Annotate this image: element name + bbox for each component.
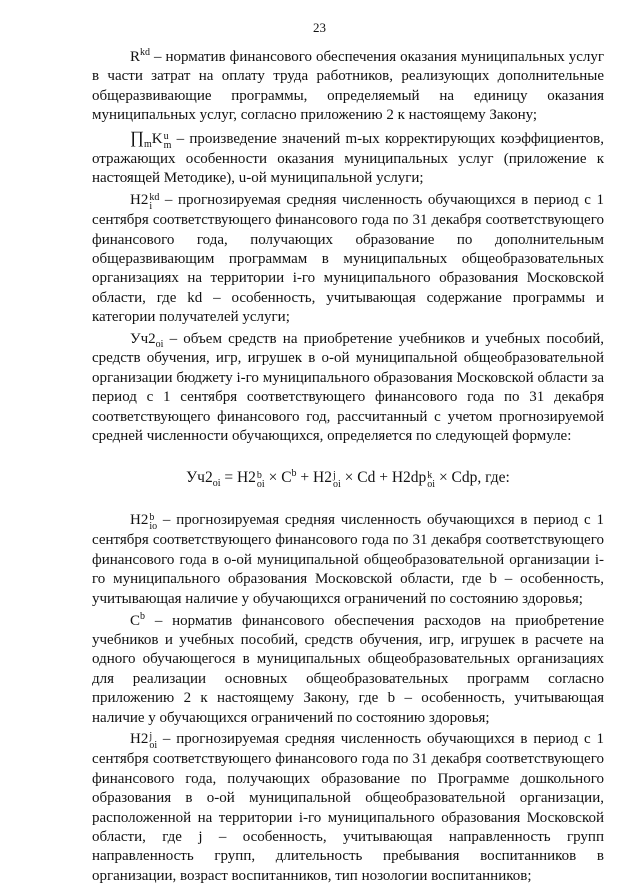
definition-text: – норматив финансового обеспечения оказания муниципальных услуг в части затрат на оплату труда работников, реализующих дополнительные общеразвивающие программы, определяемый на единицу оказания муниципальных услуг, согласно приложению 2 к настоящему Закону;	[92, 49, 604, 124]
definition-h2-kd	[92, 191, 604, 327]
symbol-stack	[149, 732, 157, 750]
symbol-product-k	[130, 128, 172, 152]
symbol-superscript: kd	[140, 47, 151, 58]
definition-h2-b	[92, 511, 604, 609]
symbol-main: K	[151, 131, 163, 148]
symbol-h2-b	[130, 512, 158, 533]
formula-term-1-rest: × C	[264, 469, 292, 487]
formula-term-2: + Н2	[296, 469, 332, 487]
definition-uch2-oi	[92, 330, 604, 446]
symbol-superscript: j	[149, 731, 153, 743]
formula-uch2	[92, 468, 604, 489]
symbol-main: R	[130, 49, 141, 65]
symbol-subscript: i	[149, 201, 153, 213]
symbol-superscript: u	[163, 131, 169, 143]
definition-c-b	[92, 612, 604, 728]
definition-text: – прогнозируемая средняя численность обучающихся в период с 1 сентября соответствующего финансового года по 31 декабря соответствующего финансового года, получающих образование по Программе дошкольного образования в о-ой муниципальной общеобразовательной организации, расположенной на территории i-го муниципального образования Московской области, где j – особенность, учитывающая направленность групп направленность групп, длительность пребывания воспитанников в организации, возраст воспитанников, тип нозологии воспитанников;	[92, 731, 604, 884]
symbol-h2-j	[130, 731, 158, 752]
symbol-superscript: b	[149, 512, 155, 524]
formula-c-superscript: b	[291, 468, 297, 480]
definition-product-k	[92, 128, 604, 189]
definition-text: – норматив финансового обеспечения расходов на приобретение учебников и учебных пособий, средств обучения, игр, игрушек в расчете на одного обучающегося в муниципальных общеобразовательных организациях для реализации основных общеобразовательных программ согласно приложению 2 к настоящему Закону, где b – особенность, учитывающая наличие у обучающихся ограничений по состоянию здоровья;	[92, 612, 604, 726]
formula-term-1-sup: b	[256, 470, 262, 482]
formula-term-1-sub: oi	[256, 479, 265, 491]
product-subscript: m	[144, 139, 152, 151]
product-symbol: ∏	[130, 128, 144, 148]
formula-term-2-rest: × Cd + Н2dp	[340, 469, 427, 487]
symbol-subscript: m	[163, 140, 172, 152]
symbol-r-kd	[130, 49, 150, 65]
formula-term-3-sub: oi	[427, 479, 436, 491]
symbol-c-b	[130, 610, 146, 629]
definition-r-kd	[92, 48, 604, 126]
symbol-main: Уч2	[130, 331, 156, 348]
symbol-uch2-oi	[130, 331, 164, 351]
page-number: 23	[313, 20, 326, 35]
symbol-stack	[149, 193, 159, 211]
symbol-main: Н2	[130, 512, 149, 529]
symbol-superscript: kd	[149, 192, 160, 204]
definition-text: – прогнозируемая средняя численность обучающихся в период с 1 сентября соответствующего финансового года по 31 декабря соответствующего финансового года, получающих образование по дополнительным общеразвивающим программам в муниципальных общеобразовательных организациях на территории i-го муниципального образования Московской области, где kd – особенность, учитывающая содержание программы и категории получателей услуги;	[92, 192, 604, 326]
formula-term-1-indices	[257, 471, 265, 489]
symbol-superscript: b	[140, 610, 146, 622]
formula-lhs-subscript: oi	[212, 478, 221, 490]
symbol-main: Н2	[130, 731, 149, 748]
formula-term-3-indices	[427, 471, 435, 489]
definition-text: – произведение значений m-ых корректирующих коэффициентов, отражающих особенности оказания муниципальных услуг (приложение к настоящей Методике), u-ой муниципальной услуги;	[92, 131, 604, 187]
symbol-subscript: oi	[155, 339, 164, 351]
symbol-main: Н2	[130, 192, 149, 209]
formula-term-2-indices	[333, 471, 341, 489]
symbol-stack	[149, 513, 157, 531]
formula-term-3-rest: × Cdp, где:	[435, 469, 510, 487]
symbol-h2-kd	[130, 192, 160, 213]
definition-text: – прогнозируемая средняя численность обучающихся в период с 1 сентября соответствующего финансового года по 31 декабря соответствующего финансового года в о-ой муниципальной общеобразовательной организации i-го муниципального образования Московской области, где b – особенность, учитывающая наличие у обучающихся ограничений по состоянию здоровья;	[92, 512, 604, 607]
formula-term-2-sub: oi	[332, 479, 341, 491]
symbol-subscript: oi	[149, 740, 158, 752]
formula-lhs: Уч2	[186, 469, 213, 487]
formula-term-2-sup: j	[332, 470, 336, 482]
symbol-subscript: io	[149, 521, 158, 533]
definition-text: – объем средств на приобретение учебников и учебных пособий, средств обучения, игр, игрушек в о-ой муниципальной общеобразовательной организации бюджету i-го муниципального образования Московской области за период с 1 сентября соответствующего финансового года по 31 декабря соответствующего финансового год, рассчитанный с учетом прогнозируемой средней численности обучающихся, определяется по следующей формуле:	[92, 331, 604, 445]
symbol-main: C	[130, 612, 141, 629]
definition-h2-j	[92, 730, 604, 886]
formula-term-1: = Н2	[220, 469, 256, 487]
document-body	[92, 48, 604, 889]
formula-term-3-sup: k	[427, 470, 433, 482]
